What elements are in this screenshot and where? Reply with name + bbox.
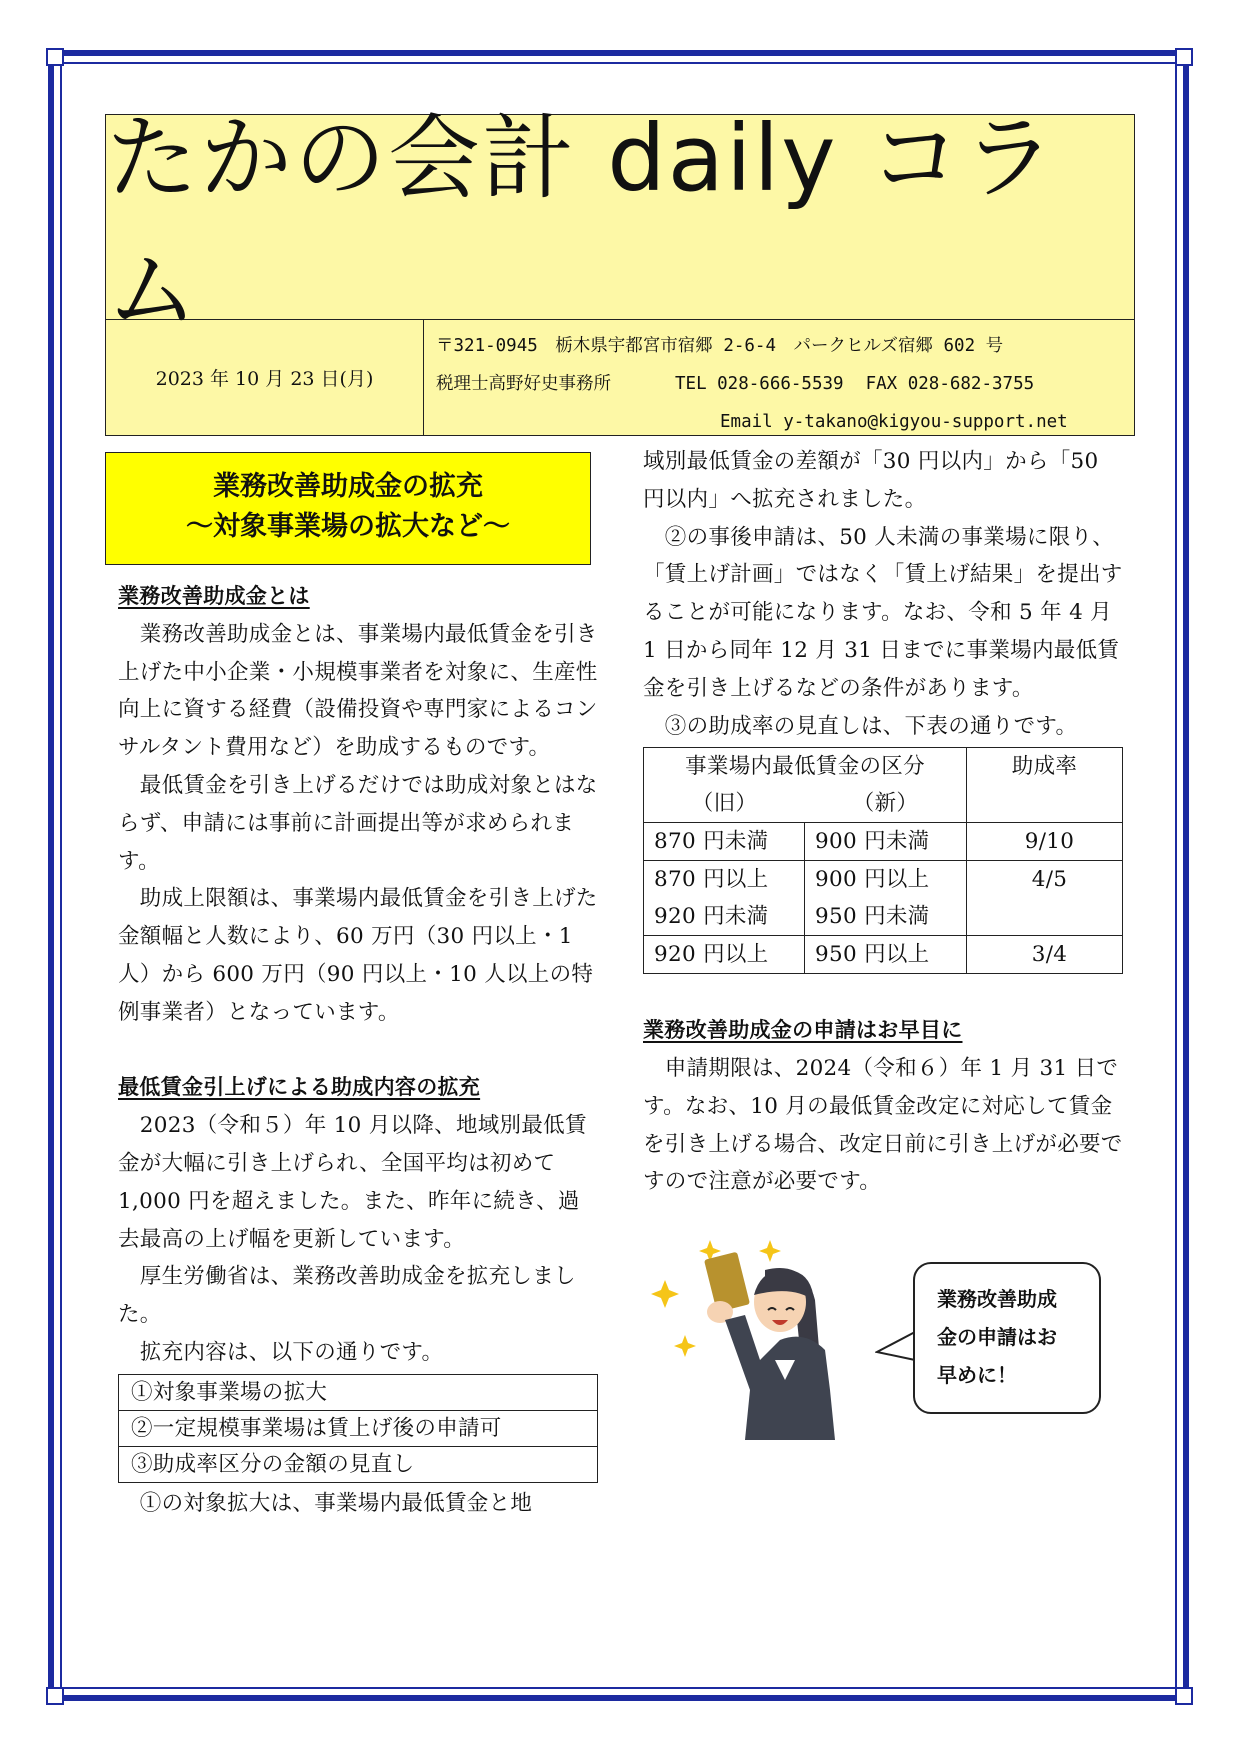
- table-row: [119, 1374, 598, 1410]
- newsletter-title: たかの会計 daily コラム: [106, 115, 1134, 320]
- left-column: [118, 578, 598, 1523]
- paragraph: 業務改善助成金とは、事業場内最低賃金を引き上げた中小企業・小規模事業者を対象に、生産性向上に資する経費（設備投資や専門家によるコンサルタント費用など）を助成するものです。: [118, 621, 598, 761]
- header-old: （旧）: [691, 791, 758, 817]
- paragraph: 申請期限は、2024（令和６）年 1 月 31 日です。なお、10 月の最低賃金改定に対応して賃金を引き上げる場合、改定日前に引き上げが必要ですので注意が必要です。: [643, 1055, 1123, 1195]
- table-cell: ①対象事業場の拡大: [119, 1374, 598, 1410]
- table-row: [644, 861, 1123, 936]
- office-email[interactable]: Email y-takano@kigyou-support.net: [720, 412, 1068, 432]
- section-title: 業務改善助成金の申請はお早目に: [643, 1018, 963, 1043]
- speech-bubble: [913, 1262, 1101, 1414]
- table-cell: 900 円未満: [805, 823, 967, 861]
- issue-date: 2023 年 10 月 23 日(月): [106, 320, 424, 435]
- paragraph: ②の事後申請は、50 人未満の事業場に限り、「賃上げ計画」ではなく「賃上げ結果」を提出することが可能になります。なお、令和 5 年 4 月 1 日から同年 12 月 31 日までに事業場内最低賃金を引き上げるなどの条件があります。: [643, 524, 1123, 701]
- office-tel: TEL 028-666-5539: [675, 374, 844, 394]
- office-address: 〒321-0945 栃木県宇都宮市宿郷 2-6-4 パークヒルズ宿郷 602 号: [436, 336, 1004, 356]
- header-rate: 助成率: [967, 748, 1123, 823]
- paragraph: 拡充内容は、以下の通りです。: [118, 1339, 444, 1365]
- table-header-cell: [644, 748, 967, 823]
- paragraph: ①の対象拡大は、事業場内最低賃金と地: [118, 1490, 533, 1516]
- paragraph: 厚生労働省は、業務改善助成金を拡充しました。: [118, 1264, 576, 1328]
- corner-ornament: [46, 1687, 64, 1705]
- headline-line-2: ～対象事業場の拡大など～: [186, 511, 510, 542]
- table-row: [644, 936, 1123, 974]
- newsletter-header: [105, 105, 1135, 436]
- table-cell: 4/5: [967, 861, 1123, 936]
- header-new: （新）: [852, 791, 919, 817]
- table-cell: ③助成率区分の金額の見直し: [119, 1446, 598, 1482]
- expansion-items-table: [118, 1374, 598, 1483]
- section-title: 業務改善助成金とは: [118, 584, 310, 608]
- table-cell: ②一定規模事業場は賃上げ後の申請可: [119, 1410, 598, 1446]
- article-headline: [105, 452, 591, 565]
- table-header-row: [644, 748, 1123, 823]
- table-cell: 870 円未満: [644, 823, 805, 861]
- table-cell: 3/4: [967, 936, 1123, 974]
- table-row: [119, 1410, 598, 1446]
- paragraph: 助成上限額は、事業場内最低賃金を引き上げた金額幅と人数により、60 万円（30 円以上・1 人）から 600 万円（90 円以上・10 人以上の特例事業者）となっています。: [118, 886, 598, 1025]
- table-cell: 900 円以上 950 円未満: [805, 861, 967, 936]
- paragraph: 2023（令和５）年 10 月以降、地域別最低賃金が大幅に引き上げられ、全国平均は初めて 1,000 円を超えました。また、昨年に続き、過去最高の上げ幅を更新しています。: [118, 1113, 587, 1252]
- office-contact-line: [436, 365, 1126, 403]
- table-row: [119, 1446, 598, 1482]
- headline-line-1: 業務改善助成金の拡充: [213, 471, 483, 502]
- table-cell: 920 円以上: [644, 936, 805, 974]
- table-row: [644, 823, 1123, 861]
- paragraph: ③の助成率の見直しは、下表の通りです。: [643, 713, 1078, 739]
- header-category: 事業場内最低賃金の区分: [685, 754, 925, 780]
- office-name: 税理士高野好史事務所: [436, 374, 611, 394]
- subsidy-rate-table: [643, 747, 1123, 974]
- paragraph: 最低賃金を引き上げるだけでは助成対象とはならず、申請には事前に計画提出等が求められます。: [118, 772, 598, 874]
- section-title: 最低賃金引上げによる助成内容の拡充: [118, 1075, 481, 1100]
- bubble-line: 早めに！: [937, 1363, 1017, 1387]
- corner-ornament: [1175, 1687, 1193, 1705]
- paragraph: 域別最低賃金の差額が「30 円以内」から「50 円以内」へ拡充されました。: [643, 449, 1099, 512]
- table-cell: 950 円以上: [805, 936, 967, 974]
- right-column: [643, 443, 1123, 1201]
- woman-with-envelope-illustration: [650, 1240, 880, 1440]
- office-info: [436, 327, 1126, 441]
- bubble-line: 業務改善助成: [937, 1287, 1057, 1311]
- table-cell: 9/10: [967, 823, 1123, 861]
- table-cell: 870 円以上 920 円未満: [644, 861, 805, 936]
- corner-ornament: [46, 48, 64, 66]
- bubble-line: 金の申請はお: [937, 1325, 1057, 1349]
- office-fax: FAX 028-682-3755: [865, 374, 1035, 394]
- corner-ornament: [1175, 48, 1193, 66]
